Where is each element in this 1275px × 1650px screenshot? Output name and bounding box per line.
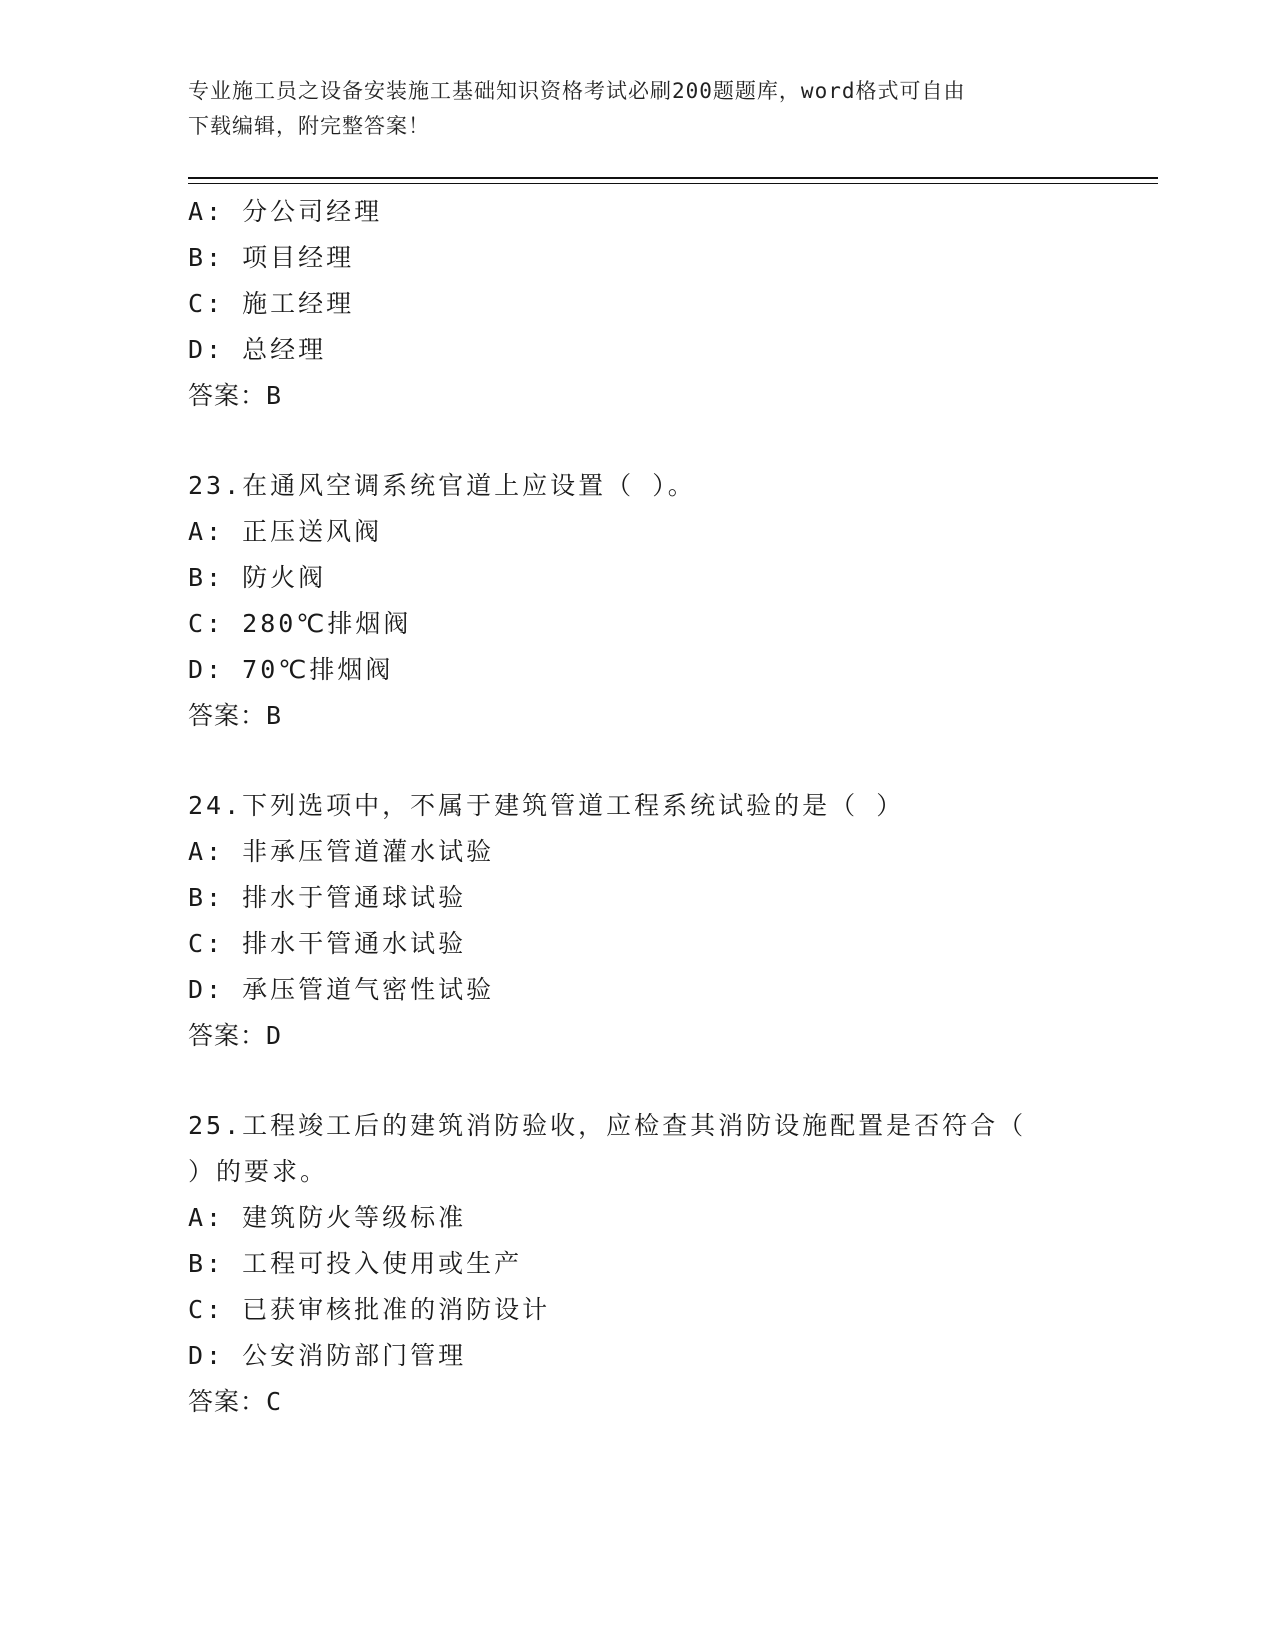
option-c: C: 施工经理 xyxy=(188,289,355,318)
question-stem: 24.下列选项中，不属于建筑管道工程系统试验的是（ ） xyxy=(188,791,905,820)
option-c: C: 280℃排烟阀 xyxy=(188,609,412,638)
answer-line: 答案：C xyxy=(188,1387,283,1416)
option-a: A: 分公司经理 xyxy=(188,197,383,226)
answer-line: 答案：B xyxy=(188,381,283,410)
option-c: C: 排水干管通水试验 xyxy=(188,929,467,958)
header-divider-thick xyxy=(188,177,1158,179)
option-a: A: 非承压管道灌水试验 xyxy=(188,837,495,866)
option-b: B: 项目经理 xyxy=(188,243,355,272)
question-block-22 xyxy=(188,189,1088,419)
document-header xyxy=(188,74,1088,144)
option-a: A: 建筑防火等级标准 xyxy=(188,1203,467,1232)
option-b: B: 排水于管通球试验 xyxy=(188,883,467,912)
question-block-23 xyxy=(188,463,1088,739)
spacer xyxy=(188,1059,1088,1103)
answer-line: 答案：D xyxy=(188,1021,283,1050)
option-b: B: 防火阀 xyxy=(188,563,327,592)
option-c: C: 已获审核批准的消防设计 xyxy=(188,1295,551,1324)
header-line-2: 下载编辑，附完整答案！ xyxy=(188,114,430,138)
question-stem-line-2: ）的要求。 xyxy=(188,1157,329,1186)
option-a: A: 正压送风阀 xyxy=(188,517,383,546)
spacer xyxy=(188,419,1088,463)
question-block-25 xyxy=(188,1103,1088,1425)
answer-line: 答案：B xyxy=(188,701,283,730)
header-line-1: 专业施工员之设备安装施工基础知识资格考试必刷200题题库，word格式可自由 xyxy=(188,79,966,103)
option-d: D: 公安消防部门管理 xyxy=(188,1341,467,1370)
option-d: D: 70℃排烟阀 xyxy=(188,655,394,684)
question-stem-line-1: 25.工程竣工后的建筑消防验收，应检查其消防设施配置是否符合（ xyxy=(188,1111,1027,1140)
question-stem: 23.在通风空调系统官道上应设置（ ）。 xyxy=(188,471,696,500)
option-d: D: 总经理 xyxy=(188,335,327,364)
question-block-24 xyxy=(188,783,1088,1059)
spacer xyxy=(188,739,1088,783)
header-divider-thin xyxy=(188,183,1158,184)
option-d: D: 承压管道气密性试验 xyxy=(188,975,495,1004)
question-list xyxy=(188,189,1088,1425)
option-b: B: 工程可投入使用或生产 xyxy=(188,1249,523,1278)
